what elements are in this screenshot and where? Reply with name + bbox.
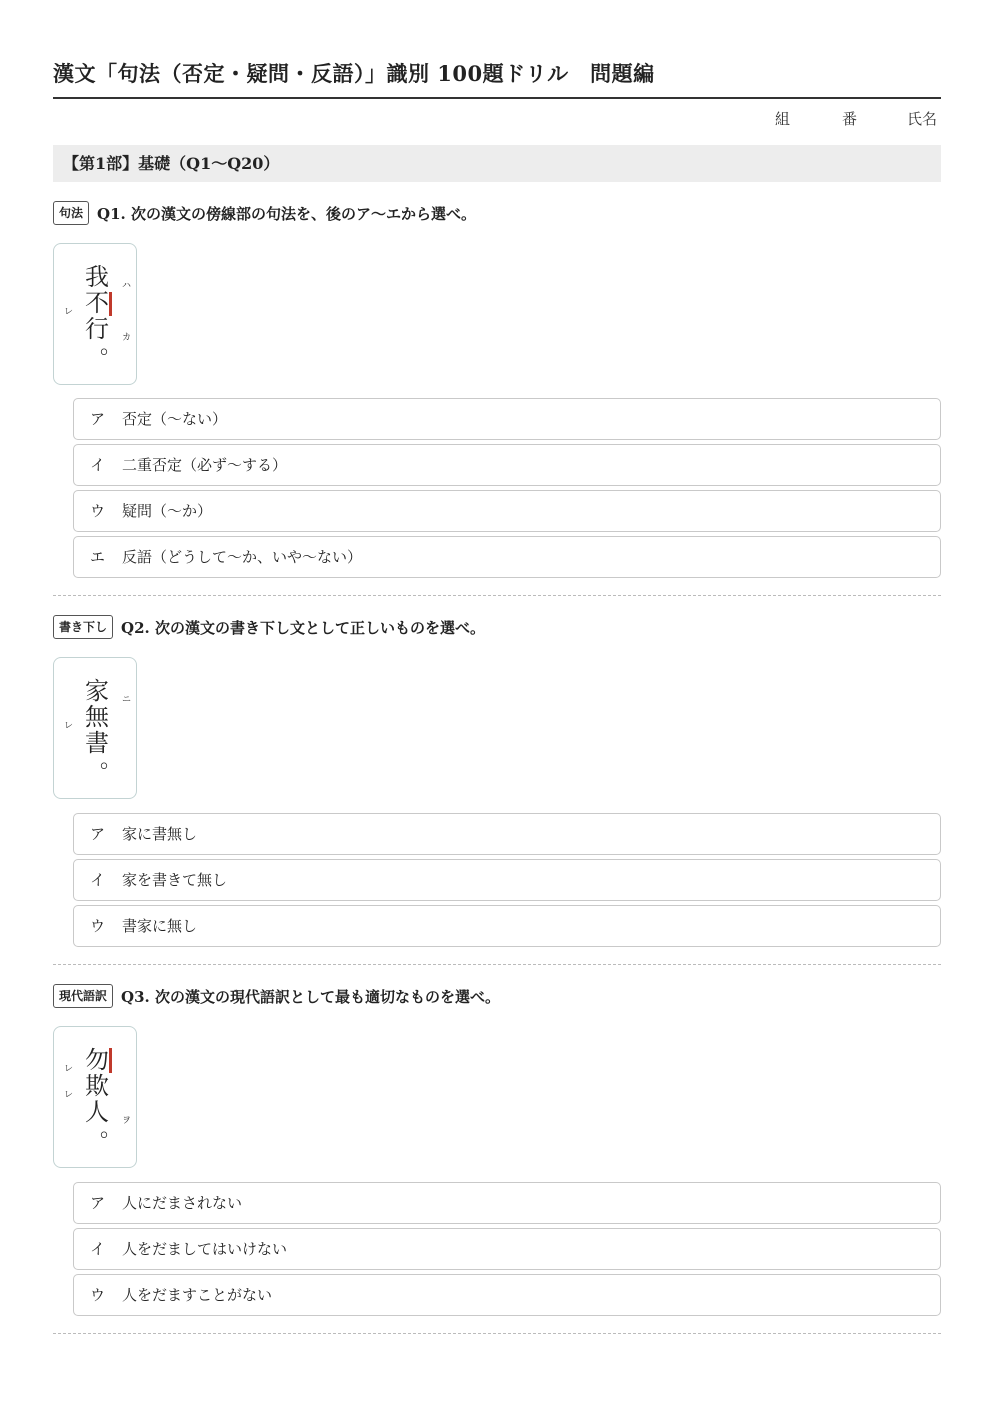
kanbun-char: 我: [85, 263, 109, 291]
choice-letter: ア: [90, 410, 106, 428]
kanbun-char: 行: [85, 315, 109, 343]
kanbun-char: 勿: [85, 1046, 109, 1074]
choice-text: 人をだますことがない: [122, 1286, 273, 1304]
kanbun-char: 無: [85, 703, 109, 731]
question-divider: [53, 595, 941, 596]
choice-text: 人をだましてはいけない: [122, 1240, 288, 1258]
question-divider: [53, 964, 941, 965]
choice-letter: ウ: [90, 917, 106, 935]
choice-u[interactable]: [73, 490, 941, 532]
choice-i[interactable]: [73, 444, 941, 486]
kaeriten-re: レ: [64, 1090, 74, 1100]
choice-i[interactable]: [73, 859, 941, 901]
choice-text: 書家に無し: [122, 917, 198, 935]
choice-text: 否定（〜ない）: [122, 410, 228, 428]
kanbun-char: 不: [85, 289, 109, 317]
kaeriten-re: レ: [64, 721, 74, 731]
underline-marker: [109, 292, 112, 316]
okurigana: ハ: [122, 281, 132, 291]
number-field-label: 番: [842, 110, 858, 128]
choice-letter: イ: [90, 1240, 106, 1258]
choice-text: 人にだまされない: [122, 1194, 243, 1212]
choice-letter: イ: [90, 871, 106, 889]
kaeriten-re: レ: [64, 1064, 74, 1074]
kanbun-char: 書: [85, 729, 109, 757]
choice-text: 家に書無し: [122, 825, 198, 843]
question-3-tag: 現代語訳: [53, 984, 113, 1008]
choice-a[interactable]: [73, 813, 941, 855]
question-1-tag: 句法: [53, 201, 89, 225]
choice-text: 家を書きて無し: [122, 871, 228, 889]
choice-letter: イ: [90, 456, 106, 474]
okurigana: ヲ: [122, 1116, 132, 1126]
underline-marker: [109, 1048, 112, 1073]
okurigana: カ: [122, 333, 132, 343]
choice-e[interactable]: [73, 536, 941, 578]
question-2-tag: 書き下し: [53, 615, 113, 639]
choice-letter: ウ: [90, 1286, 106, 1304]
kanbun-period: 。: [100, 748, 123, 773]
kaeriten-re: レ: [64, 307, 74, 317]
section-header: 【第1部】基礎（Q1〜Q20）: [53, 145, 941, 182]
choice-u[interactable]: [73, 1274, 941, 1316]
choice-letter: エ: [90, 548, 106, 566]
choice-letter: ア: [90, 1194, 106, 1212]
kanbun-char: 人: [85, 1098, 109, 1126]
kanbun-period: 。: [100, 334, 123, 359]
question-1-header: [53, 200, 476, 226]
choice-i[interactable]: [73, 1228, 941, 1270]
choice-text: 反語（どうして〜か、いや〜ない）: [122, 548, 363, 566]
class-field-label: 組: [775, 110, 791, 128]
question-1-text: Q1. 次の漢文の傍線部の句法を、後のア〜エから選べ。: [97, 204, 476, 223]
choice-text: 疑問（〜か）: [122, 502, 213, 520]
question-3-text: Q3. 次の漢文の現代語訳として最も適切なものを選べ。: [121, 987, 500, 1006]
okurigana: ニ: [122, 695, 132, 705]
question-2-kanbun-box: [53, 657, 137, 799]
question-1-kanbun-box: [53, 243, 137, 385]
title-underline: [53, 97, 941, 99]
choice-a[interactable]: [73, 398, 941, 440]
question-3-kanbun-box: [53, 1026, 137, 1168]
kanbun-char: 家: [85, 677, 109, 705]
question-2-text: Q2. 次の漢文の書き下し文として正しいものを選べ。: [121, 618, 485, 637]
kanbun-period: 。: [100, 1117, 123, 1142]
choice-a[interactable]: [73, 1182, 941, 1224]
question-3-header: [53, 983, 500, 1009]
choice-letter: ア: [90, 825, 106, 843]
choice-letter: ウ: [90, 502, 106, 520]
choice-text: 二重否定（必ず〜する）: [122, 456, 288, 474]
name-field-label: 氏名: [907, 110, 938, 128]
kanbun-char: 欺: [85, 1072, 109, 1100]
question-divider: [53, 1333, 941, 1334]
choice-u[interactable]: [73, 905, 941, 947]
question-2-header: [53, 614, 485, 640]
page-title: 漢文「句法（否定・疑問・反語）」識別 100題ドリル 問題編: [53, 61, 655, 86]
